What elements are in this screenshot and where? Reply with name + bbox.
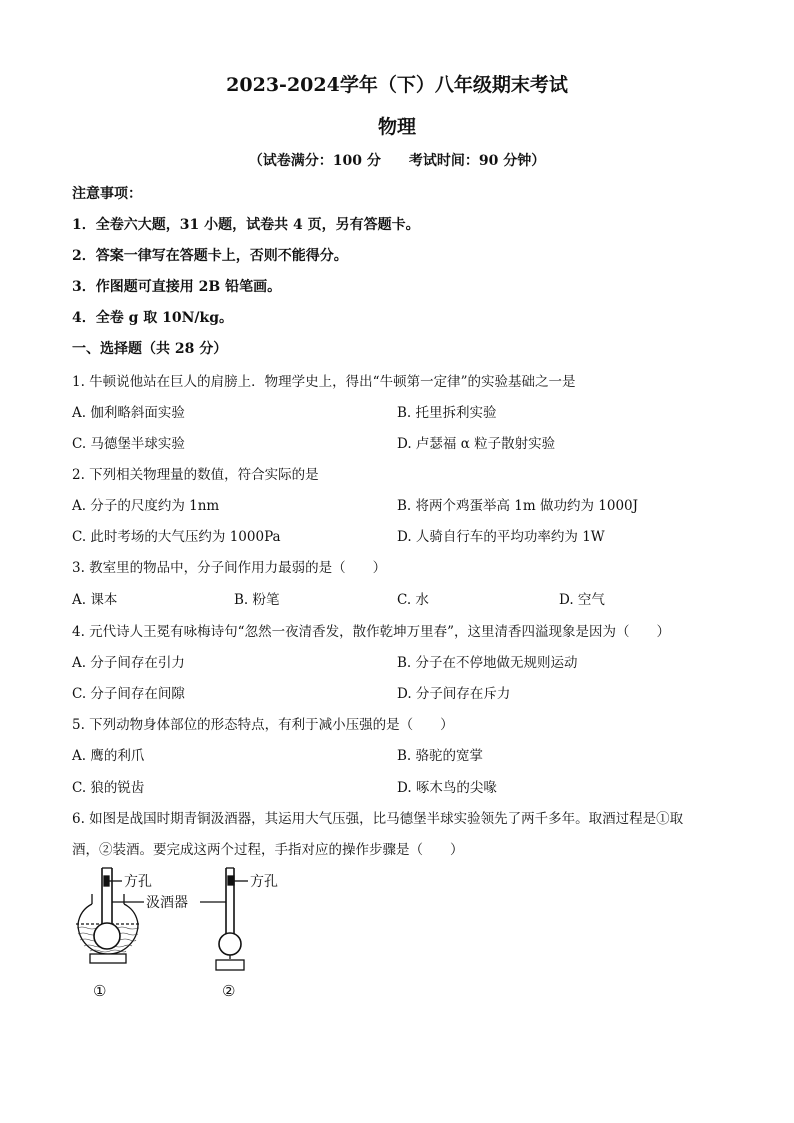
question-6-stem-line-1: 6. 如图是战国时期青铜汲酒器，其运用大气压强，比马德堡半球实验领先了两千多年。取酒过程是①取 [72,811,684,827]
label-square-hole-1: 方孔 [124,874,152,890]
question-1-stem: 1. 牛顿说他站在巨人的肩膀上．物理学史上，得出“牛顿第一定律”的实验基础之一是 [72,374,576,390]
question-3-option-d: D. 空气 [559,592,605,608]
label-square-hole-2: 方孔 [250,874,278,890]
question-2-option-c: C. 此时考场的大气压约为 1000Pa [72,529,281,545]
question-2-option-a: A. 分子的尺度约为 1nm [72,498,220,514]
question-4-option-d: D. 分子间存在斥力 [397,686,511,702]
question-5-option-c: C. 狼的锐齿 [72,780,145,796]
question-2-option-d: D. 人骑自行车的平均功率约为 1W [397,529,605,545]
question-5-option-a: A. 鹰的利爪 [72,748,145,764]
question-5-option-b: B. 骆驼的宽掌 [397,748,484,764]
note-item: 4．全卷 g 取 10N/kg。 [72,310,234,326]
notes-heading: 注意事项： [72,186,142,202]
question-1-option-a: A. 伽利略斜面实验 [72,405,185,421]
question-4-option-a: A. 分子间存在引力 [72,655,185,671]
question-1-option-d: D. 卢瑟福 α 粒子散射实验 [397,436,556,452]
question-1-option-b: B. 托里拆利实验 [397,405,497,421]
question-4-option-b: B. 分子在不停地做无规则运动 [397,655,578,671]
question-2-option-b: B. 将两个鸡蛋举高 1m 做功约为 1000J [397,498,639,514]
question-5-option-d: D. 啄木鸟的尖喙 [397,780,497,796]
question-2-stem: 2. 下列相关物理量的数值，符合实际的是 [72,467,319,483]
question-5-stem: 5. 下列动物身体部位的形态特点，有利于减小压强的是（ ） [72,717,454,733]
note-item: 3．作图题可直接用 2B 铅笔画。 [72,279,282,295]
figure-caption-1: ① [93,982,107,1000]
question-3-stem: 3. 教室里的物品中，分子间作用力最弱的是（ ） [72,560,387,576]
note-item: 2．答案一律写在答题卡上，否则不能得分。 [72,248,348,264]
question-3-option-c: C. 水 [397,592,429,608]
figure-caption-2: ② [222,982,236,1000]
exam-info: （试卷满分：100 分 考试时间：90 分钟） [248,153,546,169]
wine-dipper-figure [60,862,320,1007]
note-item: 1．全卷六大题，31 小题，试卷共 4 页，另有答题卡。 [72,217,420,233]
question-6-stem-line-2: 酒，②装酒。要完成这两个过程，手指对应的操作步骤是（ ） [72,842,464,858]
exam-title: 2023-2024学年（下）八年级期末考试 [226,74,568,96]
subject-title: 物理 [377,116,416,138]
question-4-stem: 4. 元代诗人王冕有咏梅诗句“忽然一夜清香发，散作乾坤万里春”，这里清香四溢现象是因为（ ） [72,624,670,640]
label-wine-dipper: 汲酒器 [146,895,188,911]
section-heading: 一、选择题（共 28 分） [72,341,228,357]
question-3-option-a: A. 课本 [72,592,118,608]
dipper-diagram-2 [200,868,248,970]
question-4-option-c: C. 分子间存在间隙 [72,686,185,702]
question-3-option-b: B. 粉笔 [234,592,280,608]
question-1-option-c: C. 马德堡半球实验 [72,436,185,452]
